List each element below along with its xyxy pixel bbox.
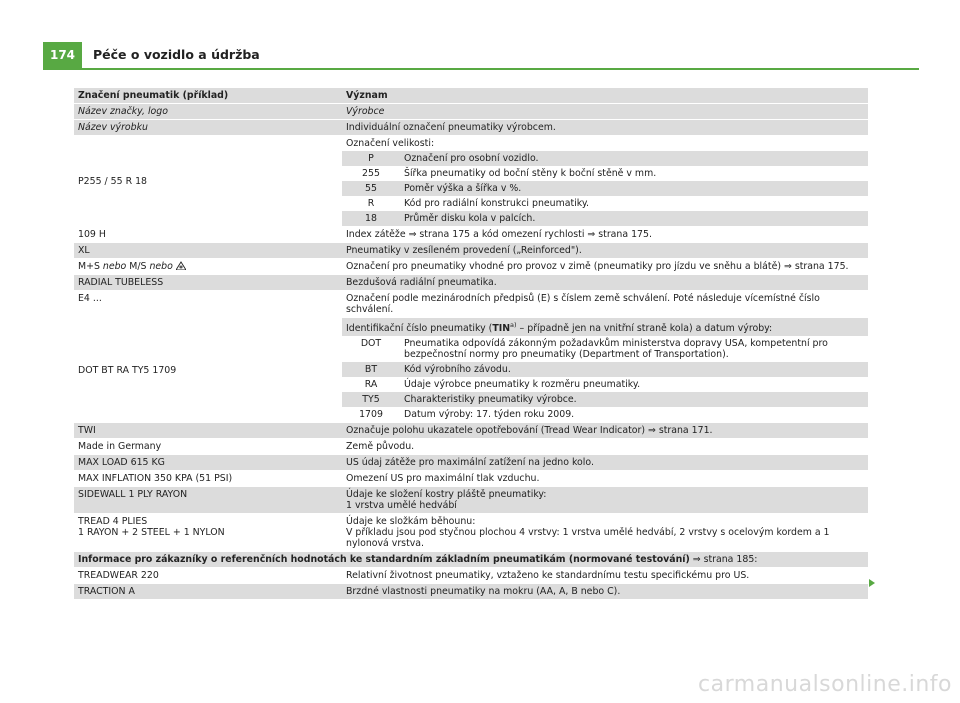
table-row xyxy=(74,227,868,243)
row-meaning: Označení podle mezinárodních předpisů (E) s číslem země schválení. Poté následuje vícemístné číslo schválení. xyxy=(346,293,820,315)
sub-row: 55 Poměr výška a šířka v %. xyxy=(342,181,868,196)
table-row xyxy=(74,584,868,600)
row-label: TWI xyxy=(78,425,96,437)
dot-group xyxy=(74,318,868,423)
table-row xyxy=(74,514,868,552)
row-label: Made in Germany xyxy=(78,441,162,453)
row-meaning: Země původu. xyxy=(346,441,415,453)
info-text: Informace pro zákazníky o referenčních hodnotách ke standardním základním pneumatikám (normované testování) ⇒ strana 185: xyxy=(78,554,758,566)
table-header xyxy=(74,88,868,104)
col-header-meaning: Význam xyxy=(346,90,388,101)
header-rule xyxy=(43,68,919,70)
table-row xyxy=(74,439,868,455)
row-meaning: Relativní životnost pneumatiky, vztaženo ke standardnímu testu specifickému pro US. xyxy=(346,570,750,582)
row-meaning: Individuální označení pneumatiky výrobcem. xyxy=(346,122,556,133)
row-label: TREADWEAR 220 xyxy=(78,570,159,582)
dot-intro: Identifikační číslo pneumatiky (TIN$^{a)}$ – případně jen na vnitřní straně kola) a datum výroby: xyxy=(342,318,868,336)
row-label: DOT BT RA TY5 1709 xyxy=(74,318,342,422)
row-meaning: Údaje ke složkám běhounu: V příkladu jsou pod styčnou plochou 4 vrstvy: 1 vrstva umělé hedvábí, 2 vrstvy s ocelovým kordem a 1 nylonová vrstva. xyxy=(346,516,830,550)
row-label: MAX INFLATION 350 KPA (51 PSI) xyxy=(78,473,233,485)
row-label: E4 ... xyxy=(78,293,102,304)
row-meaning: Výrobce xyxy=(346,106,385,117)
table-row xyxy=(74,291,868,318)
table-row xyxy=(74,471,868,487)
table-row xyxy=(74,455,868,471)
row-label: RADIAL TUBELESS xyxy=(78,277,164,288)
row-label: TREAD 4 PLIES 1 RAYON + 2 STEEL + 1 NYLON xyxy=(78,516,225,539)
info-row xyxy=(74,552,868,568)
table-row xyxy=(74,487,868,514)
continue-arrow-icon xyxy=(869,579,875,587)
snowflake-mountain-icon xyxy=(176,261,186,270)
row-meaning: Brzdné vlastnosti pneumatiky na mokru (AA, A, B nebo C). xyxy=(346,586,621,598)
col-header-marking: Značení pneumatik (příklad) xyxy=(78,90,229,101)
sub-row: BT Kód výrobního závodu. xyxy=(342,362,868,377)
row-label: 109 H xyxy=(78,229,106,240)
table-row xyxy=(74,120,868,136)
row-label: M+S nebo M/S nebo xyxy=(74,259,342,274)
sub-row: TY5 Charakteristiky pneumatiky výrobce. xyxy=(342,392,868,407)
row-label: Název značky, logo xyxy=(78,106,168,117)
table-row xyxy=(74,259,868,275)
size-group xyxy=(74,136,868,227)
table-row xyxy=(74,243,868,259)
page-number: 174 xyxy=(43,42,82,68)
sub-row: P Označení pro osobní vozidlo. xyxy=(342,151,868,166)
dot-details xyxy=(342,318,868,422)
table-row xyxy=(74,423,868,439)
row-label: SIDEWALL 1 PLY RAYON xyxy=(78,489,188,501)
row-meaning: Označuje polohu ukazatele opotřebování (Tread Wear Indicator) ⇒ strana 171. xyxy=(346,425,713,437)
sub-row: R Kód pro radiální konstrukci pneumatiky. xyxy=(342,196,868,211)
size-details xyxy=(342,136,868,226)
row-meaning: Pneumatiky v zesíleném provedení („Reinforced"). xyxy=(346,245,582,256)
row-meaning: US údaj zátěže pro maximální zatížení na jedno kolo. xyxy=(346,457,594,469)
watermark: carmanualsonline.info xyxy=(698,672,952,697)
row-meaning: Bezdušová radiální pneumatika. xyxy=(346,277,497,288)
table-row xyxy=(74,568,868,584)
row-meaning: Údaje ke složení kostry pláště pneumatiky: 1 vrstva umělé hedvábí xyxy=(346,489,547,512)
table-row xyxy=(74,104,868,120)
row-label: MAX LOAD 615 KG xyxy=(78,457,165,469)
row-meaning: Index zátěže ⇒ strana 175 a kód omezení rychlosti ⇒ strana 175. xyxy=(346,229,652,240)
sub-row: 18 Průměr disku kola v palcích. xyxy=(342,211,868,226)
row-label: Název výrobku xyxy=(78,122,148,133)
tire-marking-table xyxy=(74,88,868,600)
row-label: XL xyxy=(78,245,90,256)
sub-row: 255 Šířka pneumatiky od boční stěny k boční stěně v mm. xyxy=(342,166,868,181)
row-label: TRACTION A xyxy=(78,586,135,598)
sub-row: DOT Pneumatika odpovídá zákonným požadavkům ministerstva dopravy USA, kompetentní pro bezpečnostní normy pro pneumatiky (Department of Transportation). xyxy=(342,336,868,362)
sub-row: RA Údaje výrobce pneumatiky k rozměru pneumatiky. xyxy=(342,377,868,392)
size-intro: Označení velikosti: xyxy=(346,138,435,149)
sub-row: 1709 Datum výroby: 17. týden roku 2009. xyxy=(342,407,868,422)
row-label: P255 / 55 R 18 xyxy=(74,136,342,226)
table-row xyxy=(74,275,868,291)
page-title: Péče o vozidlo a údržba xyxy=(93,47,260,62)
row-meaning: Omezení US pro maximální tlak vzduchu. xyxy=(346,473,540,485)
row-meaning: Označení pro pneumatiky vhodné pro provoz v zimě (pneumatiky pro jízdu ve sněhu a blátě) ⇒ strana 175. xyxy=(346,261,849,272)
